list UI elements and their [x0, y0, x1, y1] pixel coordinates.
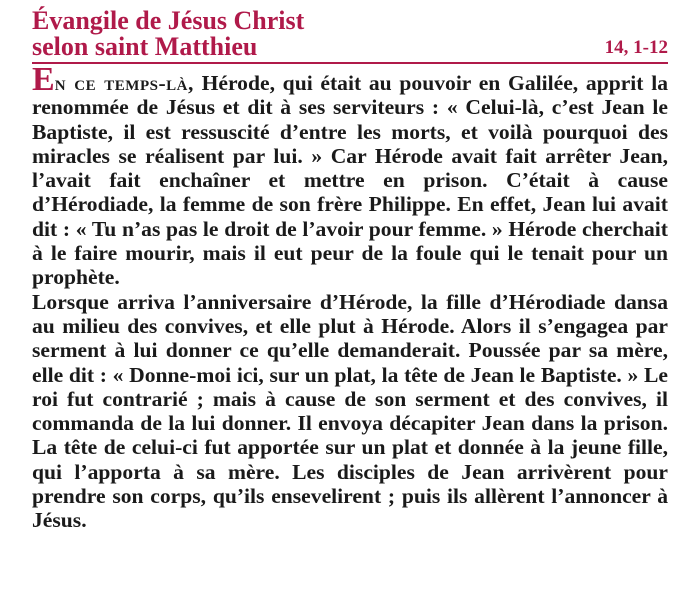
paragraph-1-text: Hérode, qui était au pouvoir en Galilée, apprit la renommée de Jésus et dit à ses serviteurs : « Celui-là, c’est Jean le Baptiste, il est ressuscité d’entre les morts, et voilà pourquoi des miracles se réalisent par lui. » Car Hérode avait fait arrêter Jean, l’avait fait enchaîner et mettre en prison. C’était à cause d’Hérodiade, la femme de son frère Philippe. En effet, Jean lui avait dit : « Tu n’as pas le droit de l’avoir pour femme. » Hérode cherchait à le faire mourir, mais il eut peur de la foule qui le tenait pour un prophète. — [32, 71, 668, 290]
drop-cap: E — [32, 61, 55, 98]
paragraph-1 — [32, 61, 668, 290]
opening-words: n ce temps-là, — [54, 71, 194, 95]
paragraph-2: Lorsque arriva l’anniversaire d’Hérode, la fille d’Hérodiade dansa au milieu des convives, et elle plut à Hérode. Alors il s’engagea par serment à lui donner ce qu’elle demanderait. Poussée par sa mère, elle dit : « Donne-moi ici, sur un plat, la tête de Jean le Baptiste. » Le roi fut contrarié ; mais à cause de son serment et des convives, il commanda de la lui donner. Il envoya décapiter Jean dans la prison. La tête de celui-ci fut apportée sur un plat et donnée à la jeune fille, qui l’apporta à sa mère. Les disciples de Jean arrivèrent pour prendre son corps, qu’ils ensevelirent ; puis ils allèrent l’annoncer à Jésus. — [32, 289, 668, 533]
gospel-header — [32, 8, 668, 64]
gospel-text — [32, 61, 668, 533]
gospel-title-line1: Évangile de Jésus Christ — [32, 6, 305, 35]
gospel-reference: 14, 1-12 — [604, 37, 668, 58]
gospel-title-line2: selon saint Matthieu — [32, 32, 258, 61]
